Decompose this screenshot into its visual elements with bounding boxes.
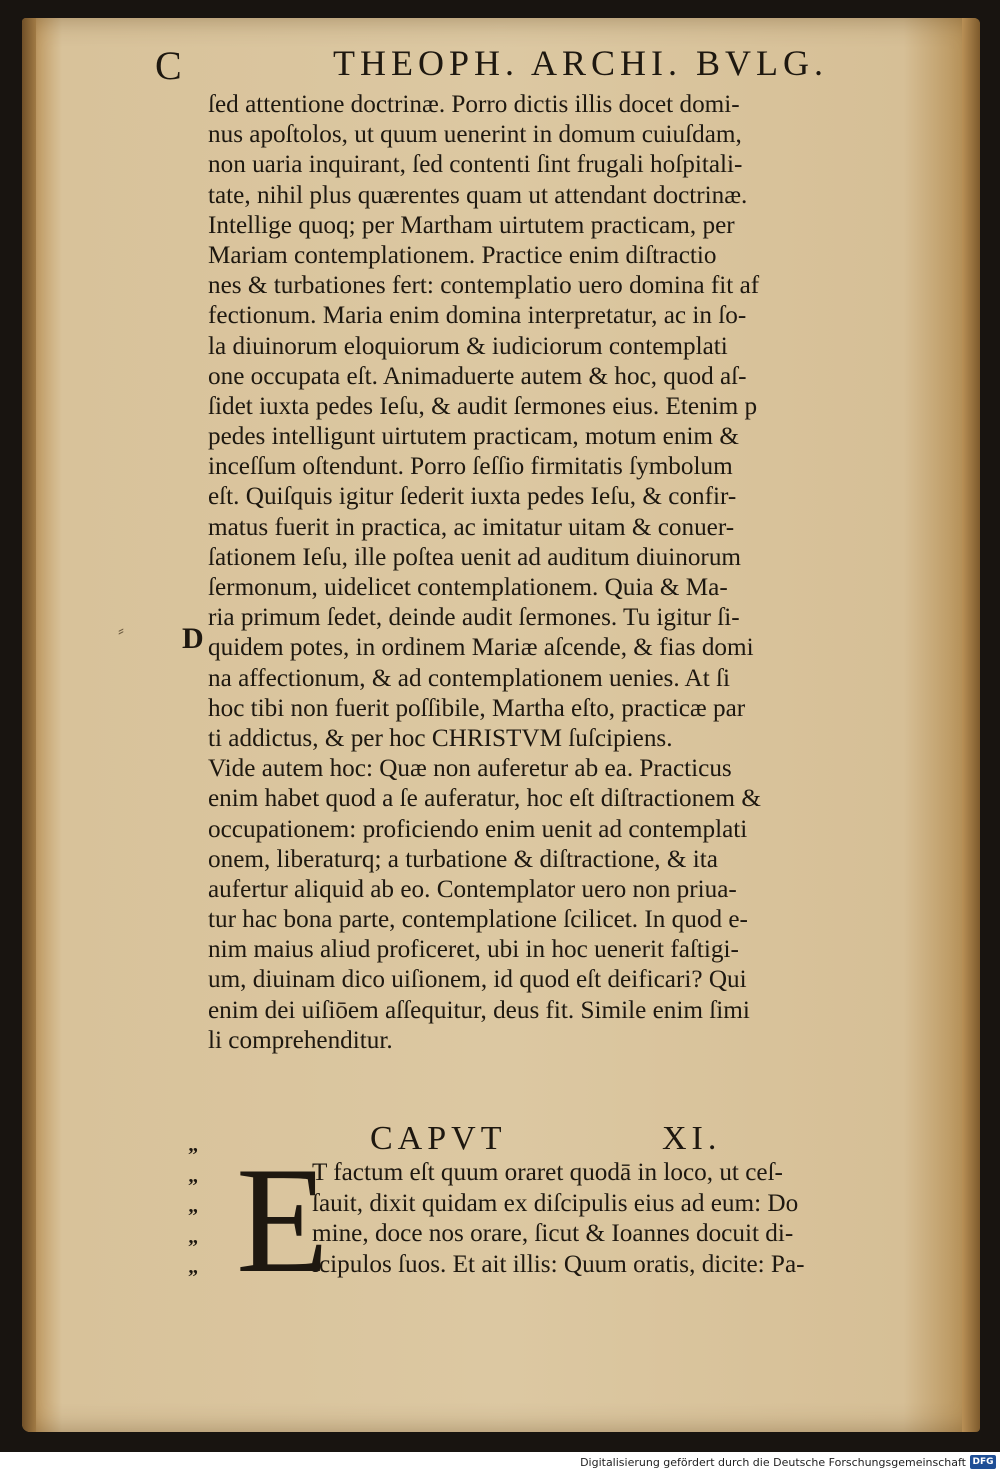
text-line: ſationem Ieſu, ille poſtea uenit ad auditum diuinorum <box>208 543 742 571</box>
text-line: tur hac bona parte, contemplatione ſcilicet. In quod e- <box>208 906 748 934</box>
text-line: Mariam contemplationem. Practice enim diſtractio <box>208 241 717 269</box>
quote-mark: ” <box>188 1235 198 1258</box>
text-line: mine, doce nos orare, ſicut & Ioannes docuit di- <box>312 1220 794 1247</box>
section-marker-d: D <box>182 622 204 655</box>
text-line: ria primum ſedet, deinde audit ſermones. Tu igitur ſi- <box>208 604 740 632</box>
margin-quote-marks <box>188 1140 228 1293</box>
text-line: na affectionum, & ad contemplationem uenies. At ſi <box>208 664 731 692</box>
text-line: onem, liberaturq; a turbatione & diſtractione, & ita <box>208 845 718 873</box>
text-line: eſt. Quiſquis igitur ſederit iuxta pedes Ieſu, & confir- <box>208 483 737 511</box>
chapter-text <box>312 1158 924 1280</box>
quote-mark: ” <box>188 1266 198 1288</box>
text-line: ſauit, dixit quidam ex diſcipulis eius ad eum: Do <box>312 1189 799 1217</box>
text-line: hoc tibi non fuerit poſſibile, Martha eſto, practicæ par <box>208 694 746 722</box>
text-line: ſermonum, uidelicet contemplationem. Quia & Ma- <box>208 574 728 601</box>
text-line: nes & turbationes fert: contemplatio uero domina fit af <box>208 272 760 300</box>
text-line: fectionum. Maria enim domina interpretatur, ac in ſo- <box>208 302 747 330</box>
text-line: inceſſum oſtendunt. Porro ſeſſio firmitatis ſymbolum <box>208 453 733 481</box>
section-marker-c: C <box>155 43 183 88</box>
chapter-heading <box>370 1120 930 1158</box>
footer-credit: Digitalisierung gefördert durch die Deutsche Forschungsgemeinschaft <box>580 1456 966 1469</box>
text-line: la diuinorum eloquiorum & iudiciorum contemplati <box>208 332 728 360</box>
page-gutter-edge <box>22 18 36 1432</box>
text-line: pedes intelligunt uirtutem practicam, motum enim & <box>208 423 739 451</box>
text-line: li comprehenditur. <box>208 1026 393 1054</box>
text-line: enim habet quod a ſe auferatur, hoc eſt diſtractionem & <box>208 785 761 813</box>
dfg-logo: DFG <box>970 1455 996 1469</box>
text-line: non uaria inquirant, ſed contenti ſint frugali hoſpitali- <box>208 151 743 179</box>
page-header <box>155 42 925 96</box>
text-line: one occupata eſt. Animaduerte autem & hoc, quod aſ- <box>208 362 747 390</box>
text-line: nus apoſtolos, ut quum uenerint in domum cuiuſdam, <box>208 121 742 149</box>
text-line: um, diuinam dico uiſionem, id quod eſt deificari? Qui <box>208 966 747 994</box>
chapter-heading-label: CAPVT <box>370 1120 507 1157</box>
text-line: aufertur aliquid ab eo. Contemplator uero non priua- <box>208 875 737 903</box>
decorated-initial: E <box>236 1136 329 1304</box>
text-line: ſcipulos ſuos. Et ait illis: Quum oratis, dicite: Pa- <box>312 1250 805 1278</box>
text-line: ti addictus, & per hoc CHRISTVM ſuſcipiens. <box>208 724 673 752</box>
margin-annotation-mark: ⸗ <box>118 620 124 640</box>
text-line: Intellige quoq; per Martham uirtutem practicam, per <box>208 211 735 239</box>
text-line: tate, nihil plus quærentes quam ut attendant doctrinæ. <box>208 181 748 209</box>
quote-mark: ” <box>188 1144 198 1166</box>
text-line: ſidet iuxta pedes Ieſu, & audit ſermones eius. Etenim p <box>208 392 758 420</box>
text-line: occupationem: proficiendo enim uenit ad contemplati <box>208 815 748 843</box>
digitization-footer <box>0 1452 1000 1474</box>
text-line: matus fuerit in practica, ac imitatur uitam & conuer- <box>208 513 735 541</box>
text-line: ſed attentione doctrinæ. Porro dictis illis docet domi- <box>208 91 740 118</box>
chapter-number: XI. <box>662 1120 722 1157</box>
page-outer-edge <box>962 18 980 1432</box>
text-line: T factum eſt quum oraret quodā in loco, ut ceſ- <box>312 1159 783 1186</box>
quote-mark: ” <box>188 1205 198 1227</box>
body-text <box>208 90 928 1056</box>
text-line: nim maius aliud proficeret, ubi in hoc uenerit faſtigi- <box>208 936 739 964</box>
running-title: THEOPH. ARCHI. BVLG. <box>333 43 829 83</box>
text-line: quidem potes, in ordinem Mariæ aſcende, & fias domi <box>208 634 754 662</box>
quote-mark: ” <box>188 1174 198 1197</box>
text-line: Vide autem hoc: Quæ non auferetur ab ea. Practicus <box>208 755 732 783</box>
text-line: enim dei uiſiōem aſſequitur, deus fit. Simile enim ſimi <box>208 996 750 1024</box>
